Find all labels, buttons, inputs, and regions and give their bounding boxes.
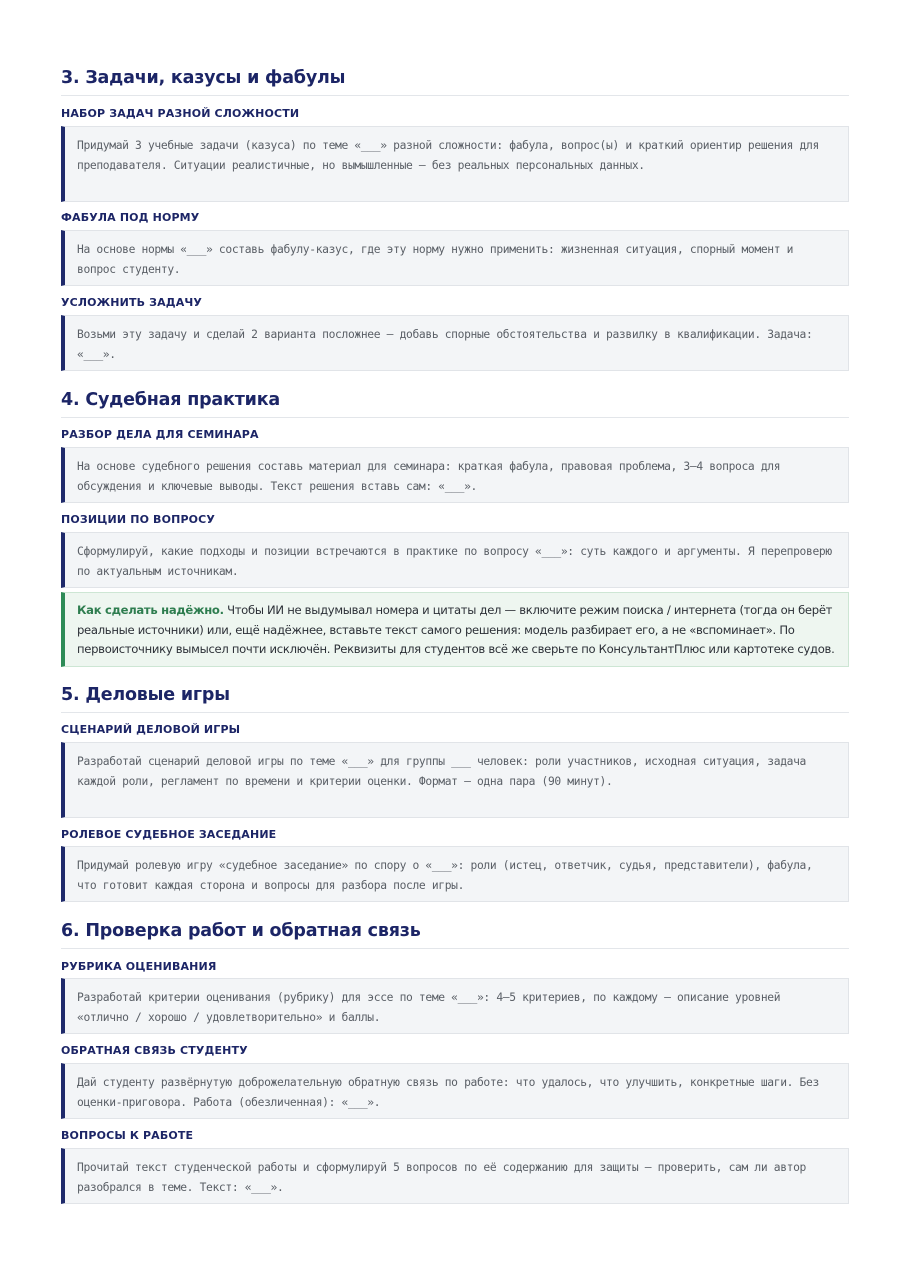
label-rubric: РУБРИКА ОЦЕНИВАНИЯ bbox=[61, 960, 217, 973]
prompt-task-set[interactable]: Придумай 3 учебные задачи (казуса) по теме «___» разной сложности: фабула, вопрос(ы) и краткий ориентир решения для преподавателя. Ситуации реалистичные, но вымышленные — без реальных персональных данных. bbox=[61, 126, 849, 202]
prompt-mock-trial[interactable]: Придумай ролевую игру «судебное заседание» по спору о «___»: роли (истец, ответчик, судья, представители), фабула, что готовит каждая сторона и вопросы для разбора после игры. bbox=[61, 846, 849, 902]
tip-heading: Как сделать надёжно. bbox=[77, 603, 224, 617]
section-title-tasks: 3. Задачи, казусы и фабулы bbox=[61, 67, 849, 96]
prompt-complicate[interactable]: Возьми эту задачу и сделай 2 варианта посложнее — добавь спорные обстоятельства и развилку в квалификации. Задача: «___». bbox=[61, 315, 849, 371]
section-title-business-games: 5. Деловые игры bbox=[61, 684, 849, 713]
label-complicate: УСЛОЖНИТЬ ЗАДАЧУ bbox=[61, 296, 203, 309]
label-task-set: НАБОР ЗАДАЧ РАЗНОЙ СЛОЖНОСТИ bbox=[61, 107, 300, 120]
prompt-fabula[interactable]: На основе нормы «___» составь фабулу-казус, где эту норму нужно применить: жизненная ситуация, спорный момент и вопрос студенту. bbox=[61, 230, 849, 286]
section-title-case-law: 4. Судебная практика bbox=[61, 389, 849, 418]
prompt-rubric[interactable]: Разработай критерии оценивания (рубрику) для эссе по теме «___»: 4–5 критериев, по каждому — описание уровней «отлично / хорошо / удовлетворительно» и баллы. bbox=[61, 978, 849, 1034]
label-feedback: ОБРАТНАЯ СВЯЗЬ СТУДЕНТУ bbox=[61, 1044, 248, 1057]
label-game-scenario: СЦЕНАРИЙ ДЕЛОВОЙ ИГРЫ bbox=[61, 723, 241, 736]
prompt-positions[interactable]: Сформулируй, какие подходы и позиции встречаются в практике по вопросу «___»: суть каждого и аргументы. Я перепроверю по актуальным источникам. bbox=[61, 532, 849, 588]
tip-text: Чтобы ИИ не выдумывал номера и цитаты дел — включите режим поиска / интернета (тогда он берёт реальные источники) или, ещё надёжнее, вставьте текст самого решения: модель разбирает его, а не «вспоминает». По первоисточнику вымысел почти исключён. Реквизиты для студентов всё же сверьте по КонсультантПлюс или картотеке судов. bbox=[77, 603, 835, 656]
tip-reliable bbox=[61, 592, 849, 667]
prompt-feedback[interactable]: Дай студенту развёрнутую доброжелательную обратную связь по работе: что удалось, что улучшить, конкретные шаги. Без оценки-приговора. Работа (обезличенная): «___». bbox=[61, 1063, 849, 1119]
prompt-work-questions[interactable]: Прочитай текст студенческой работы и сформулируй 5 вопросов по её содержанию для защиты — проверить, сам ли автор разобрался в теме. Текст: «___». bbox=[61, 1148, 849, 1204]
section-title-grading: 6. Проверка работ и обратная связь bbox=[61, 920, 849, 949]
prompt-case-analysis[interactable]: На основе судебного решения составь материал для семинара: краткая фабула, правовая проблема, 3–4 вопроса для обсуждения и ключевые выводы. Текст решения вставь сам: «___». bbox=[61, 447, 849, 503]
label-fabula: ФАБУЛА ПОД НОРМУ bbox=[61, 211, 200, 224]
label-case-analysis: РАЗБОР ДЕЛА ДЛЯ СЕМИНАРА bbox=[61, 428, 259, 441]
label-positions: ПОЗИЦИИ ПО ВОПРОСУ bbox=[61, 513, 216, 526]
prompt-game-scenario[interactable]: Разработай сценарий деловой игры по теме «___» для группы ___ человек: роли участников, исходная ситуация, задача каждой роли, регламент по времени и критерии оценки. Формат — одна пара (90 минут). bbox=[61, 742, 849, 818]
label-mock-trial: РОЛЕВОЕ СУДЕБНОЕ ЗАСЕДАНИЕ bbox=[61, 828, 277, 841]
label-work-questions: ВОПРОСЫ К РАБОТЕ bbox=[61, 1129, 194, 1142]
